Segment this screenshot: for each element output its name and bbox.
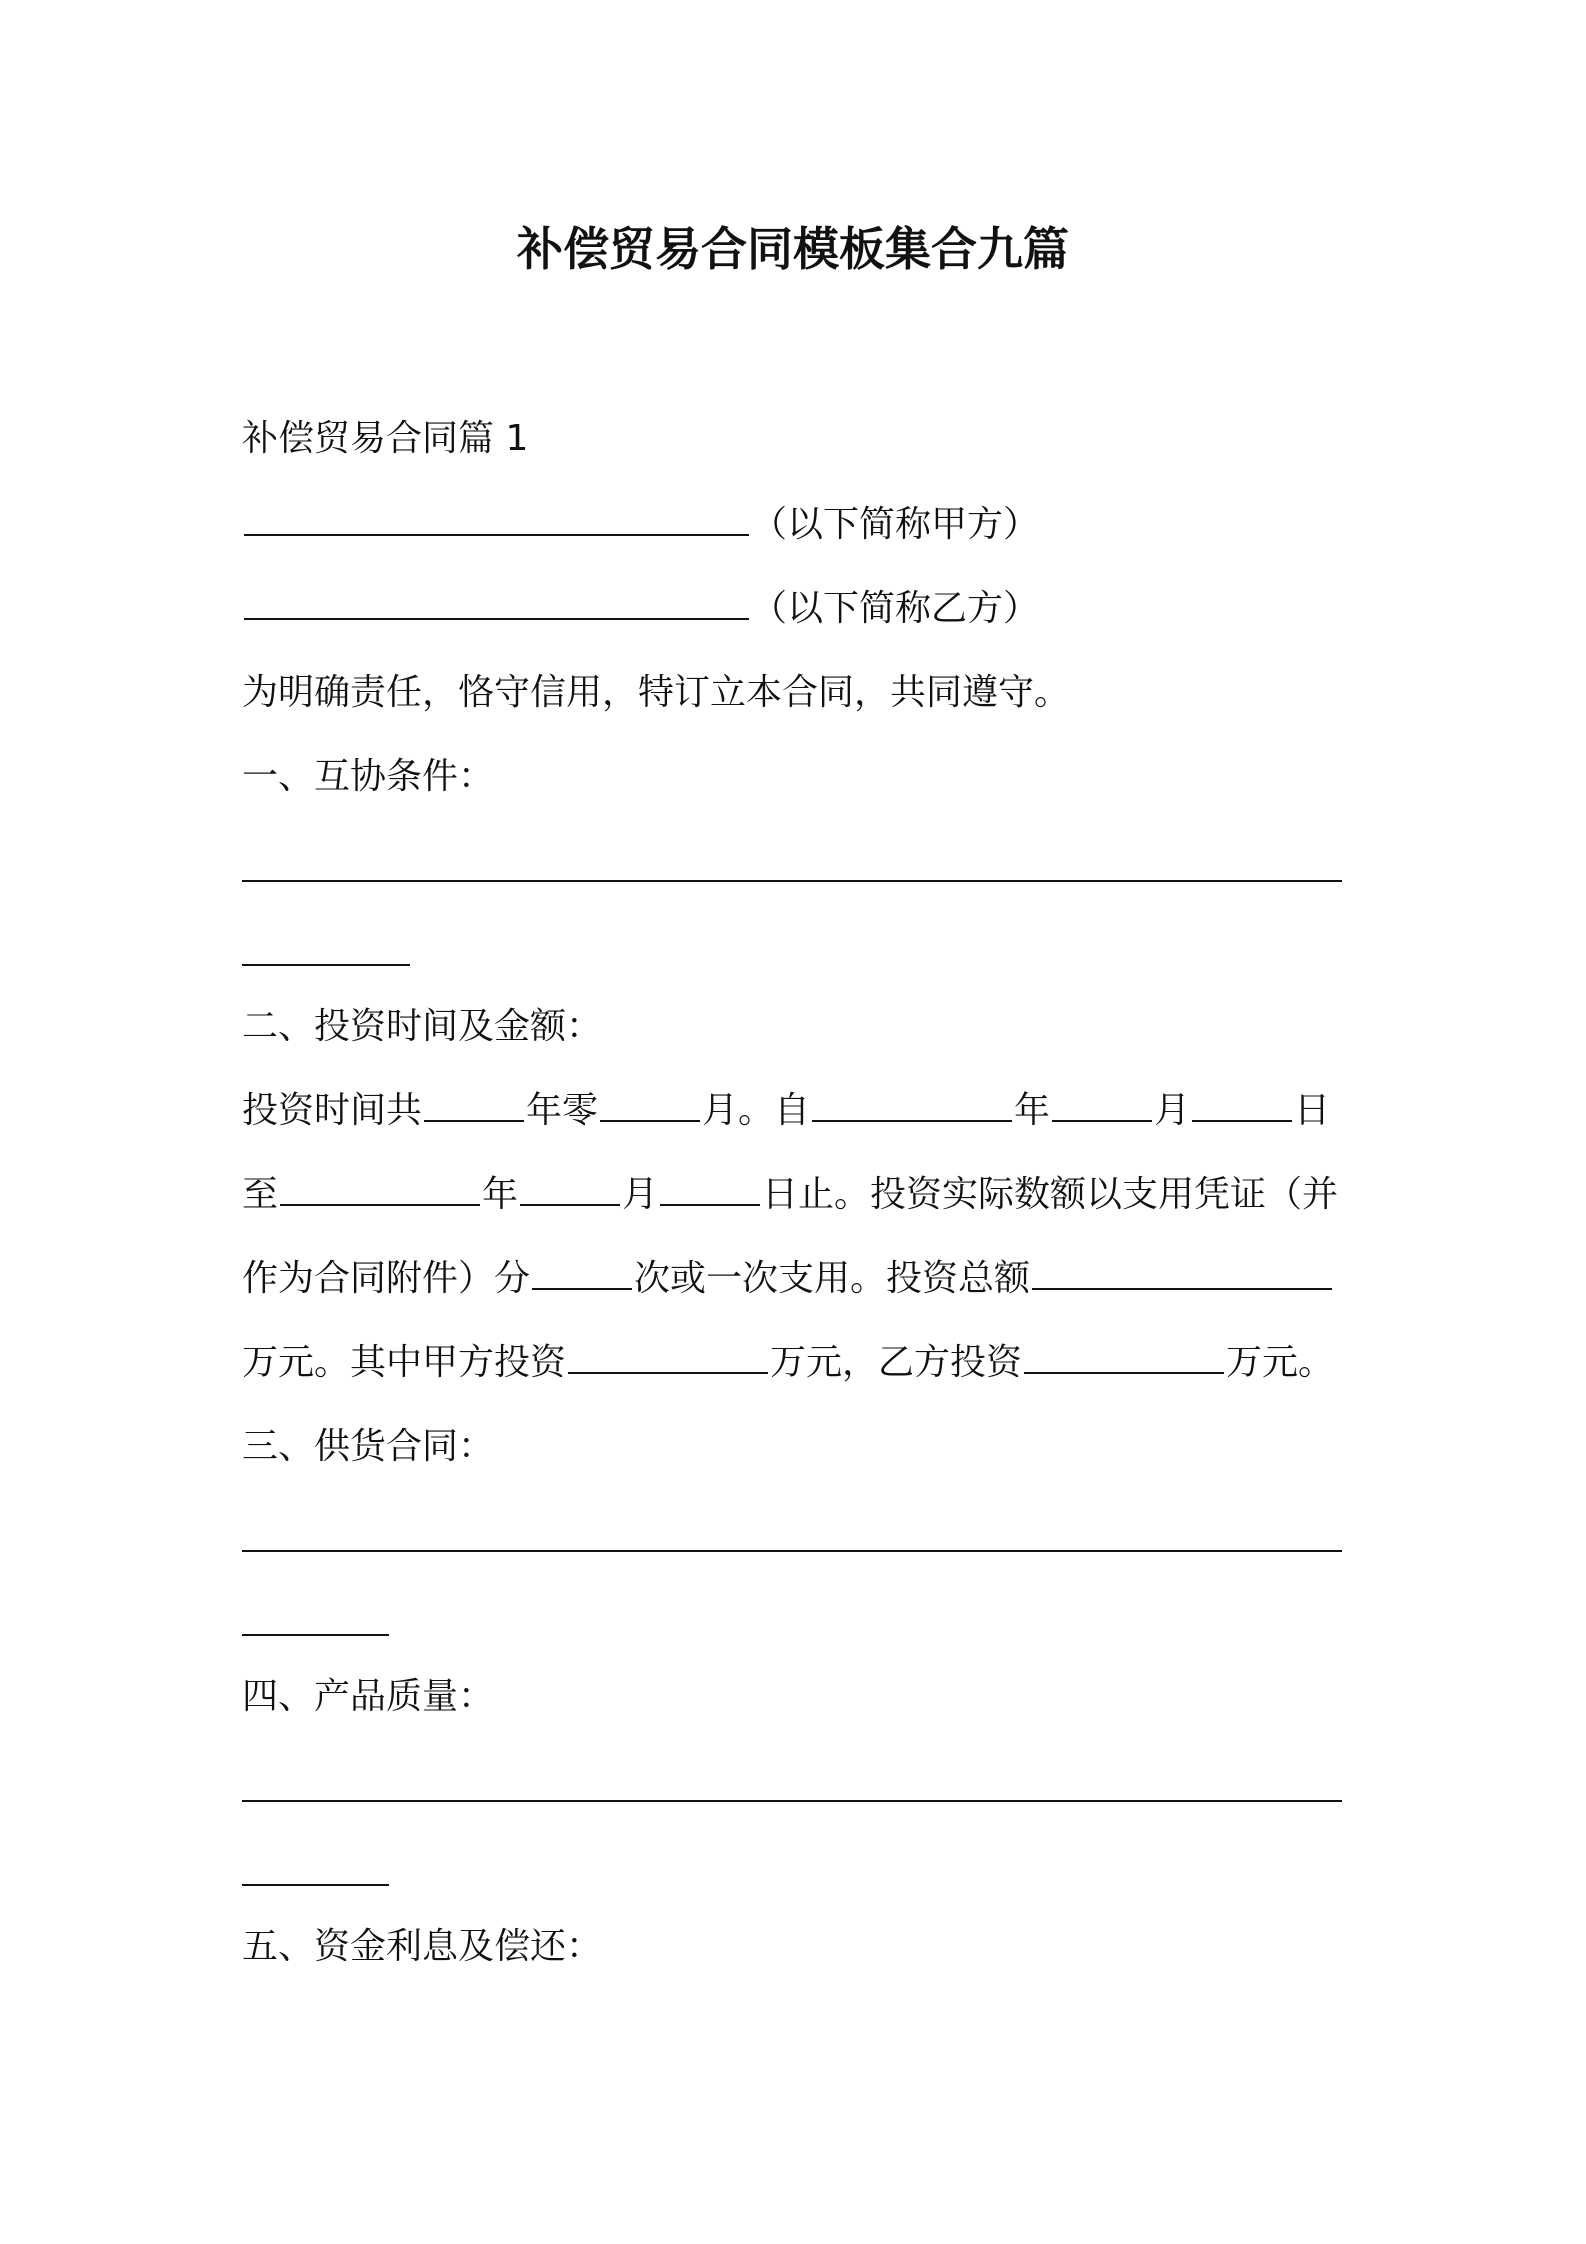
text-fragment: 日 — [1294, 1090, 1331, 1131]
clause4-fill-line-2[interactable] — [242, 1884, 389, 1886]
clause2-line-3 — [242, 1252, 1334, 1306]
text-fragment: 年 — [482, 1174, 519, 1215]
document-title: 补偿贸易合同模板集合九篇 — [517, 222, 1069, 276]
text-fragment: 月。自 — [702, 1090, 811, 1131]
text-fragment: 年零 — [526, 1090, 599, 1131]
text-fragment: 年 — [1014, 1090, 1051, 1131]
clause2-line-2 — [242, 1168, 1338, 1222]
party-a-blank[interactable] — [244, 534, 749, 536]
party-b-suffix: （以下简称乙方） — [751, 588, 1040, 629]
party-b-investment-blank[interactable] — [1024, 1372, 1224, 1374]
preamble: 为明确责任，恪守信用，特订立本合同，共同遵守。 — [242, 672, 1071, 713]
text-fragment: 投资时间共 — [242, 1090, 423, 1131]
clause4-heading: 四、产品质量： — [242, 1676, 495, 1717]
section-heading: 补偿贸易合同篇 1 — [242, 418, 529, 459]
text-fragment: 万元。其中甲方投资 — [242, 1342, 567, 1383]
end-year-blank[interactable] — [280, 1204, 480, 1206]
party-a-line — [242, 498, 1039, 552]
start-year-blank[interactable] — [812, 1120, 1012, 1122]
party-a-investment-blank[interactable] — [568, 1372, 768, 1374]
clause4-fill-line-1[interactable] — [242, 1800, 1342, 1802]
total-investment-blank[interactable] — [1032, 1288, 1332, 1290]
text-fragment: 月 — [1154, 1090, 1191, 1131]
end-day-blank[interactable] — [660, 1204, 760, 1206]
clause3-heading: 三、供货合同： — [242, 1426, 495, 1467]
text-fragment: 万元。 — [1226, 1342, 1335, 1383]
text-fragment: 日止。投资实际数额以支用凭证（并 — [762, 1174, 1339, 1215]
clause2-line-4 — [242, 1336, 1334, 1390]
clause3-fill-line-2[interactable] — [242, 1634, 389, 1636]
clause1-fill-line-1[interactable] — [242, 880, 1342, 882]
text-fragment: 万元，乙方投资 — [770, 1342, 1023, 1383]
investment-years-blank[interactable] — [424, 1120, 524, 1122]
start-month-blank[interactable] — [1052, 1120, 1152, 1122]
clause3-fill-line-1[interactable] — [242, 1550, 1342, 1552]
investment-months-blank[interactable] — [600, 1120, 700, 1122]
party-b-blank[interactable] — [244, 618, 749, 620]
text-fragment: 次或一次支用。投资总额 — [634, 1258, 1031, 1299]
clause1-fill-line-2[interactable] — [242, 964, 410, 966]
text-fragment: 作为合同附件）分 — [242, 1258, 531, 1299]
clause5-heading: 五、资金利息及偿还： — [242, 1926, 603, 1967]
party-a-suffix: （以下简称甲方） — [751, 504, 1040, 545]
end-month-blank[interactable] — [520, 1204, 620, 1206]
clause2-line-1 — [242, 1084, 1330, 1138]
start-day-blank[interactable] — [1192, 1120, 1292, 1122]
installments-blank[interactable] — [532, 1288, 632, 1290]
text-fragment: 至 — [242, 1174, 279, 1215]
clause1-heading: 一、互协条件： — [242, 756, 495, 797]
clause2-heading: 二、投资时间及金额： — [242, 1006, 603, 1047]
party-b-line — [242, 582, 1039, 636]
text-fragment: 月 — [622, 1174, 659, 1215]
